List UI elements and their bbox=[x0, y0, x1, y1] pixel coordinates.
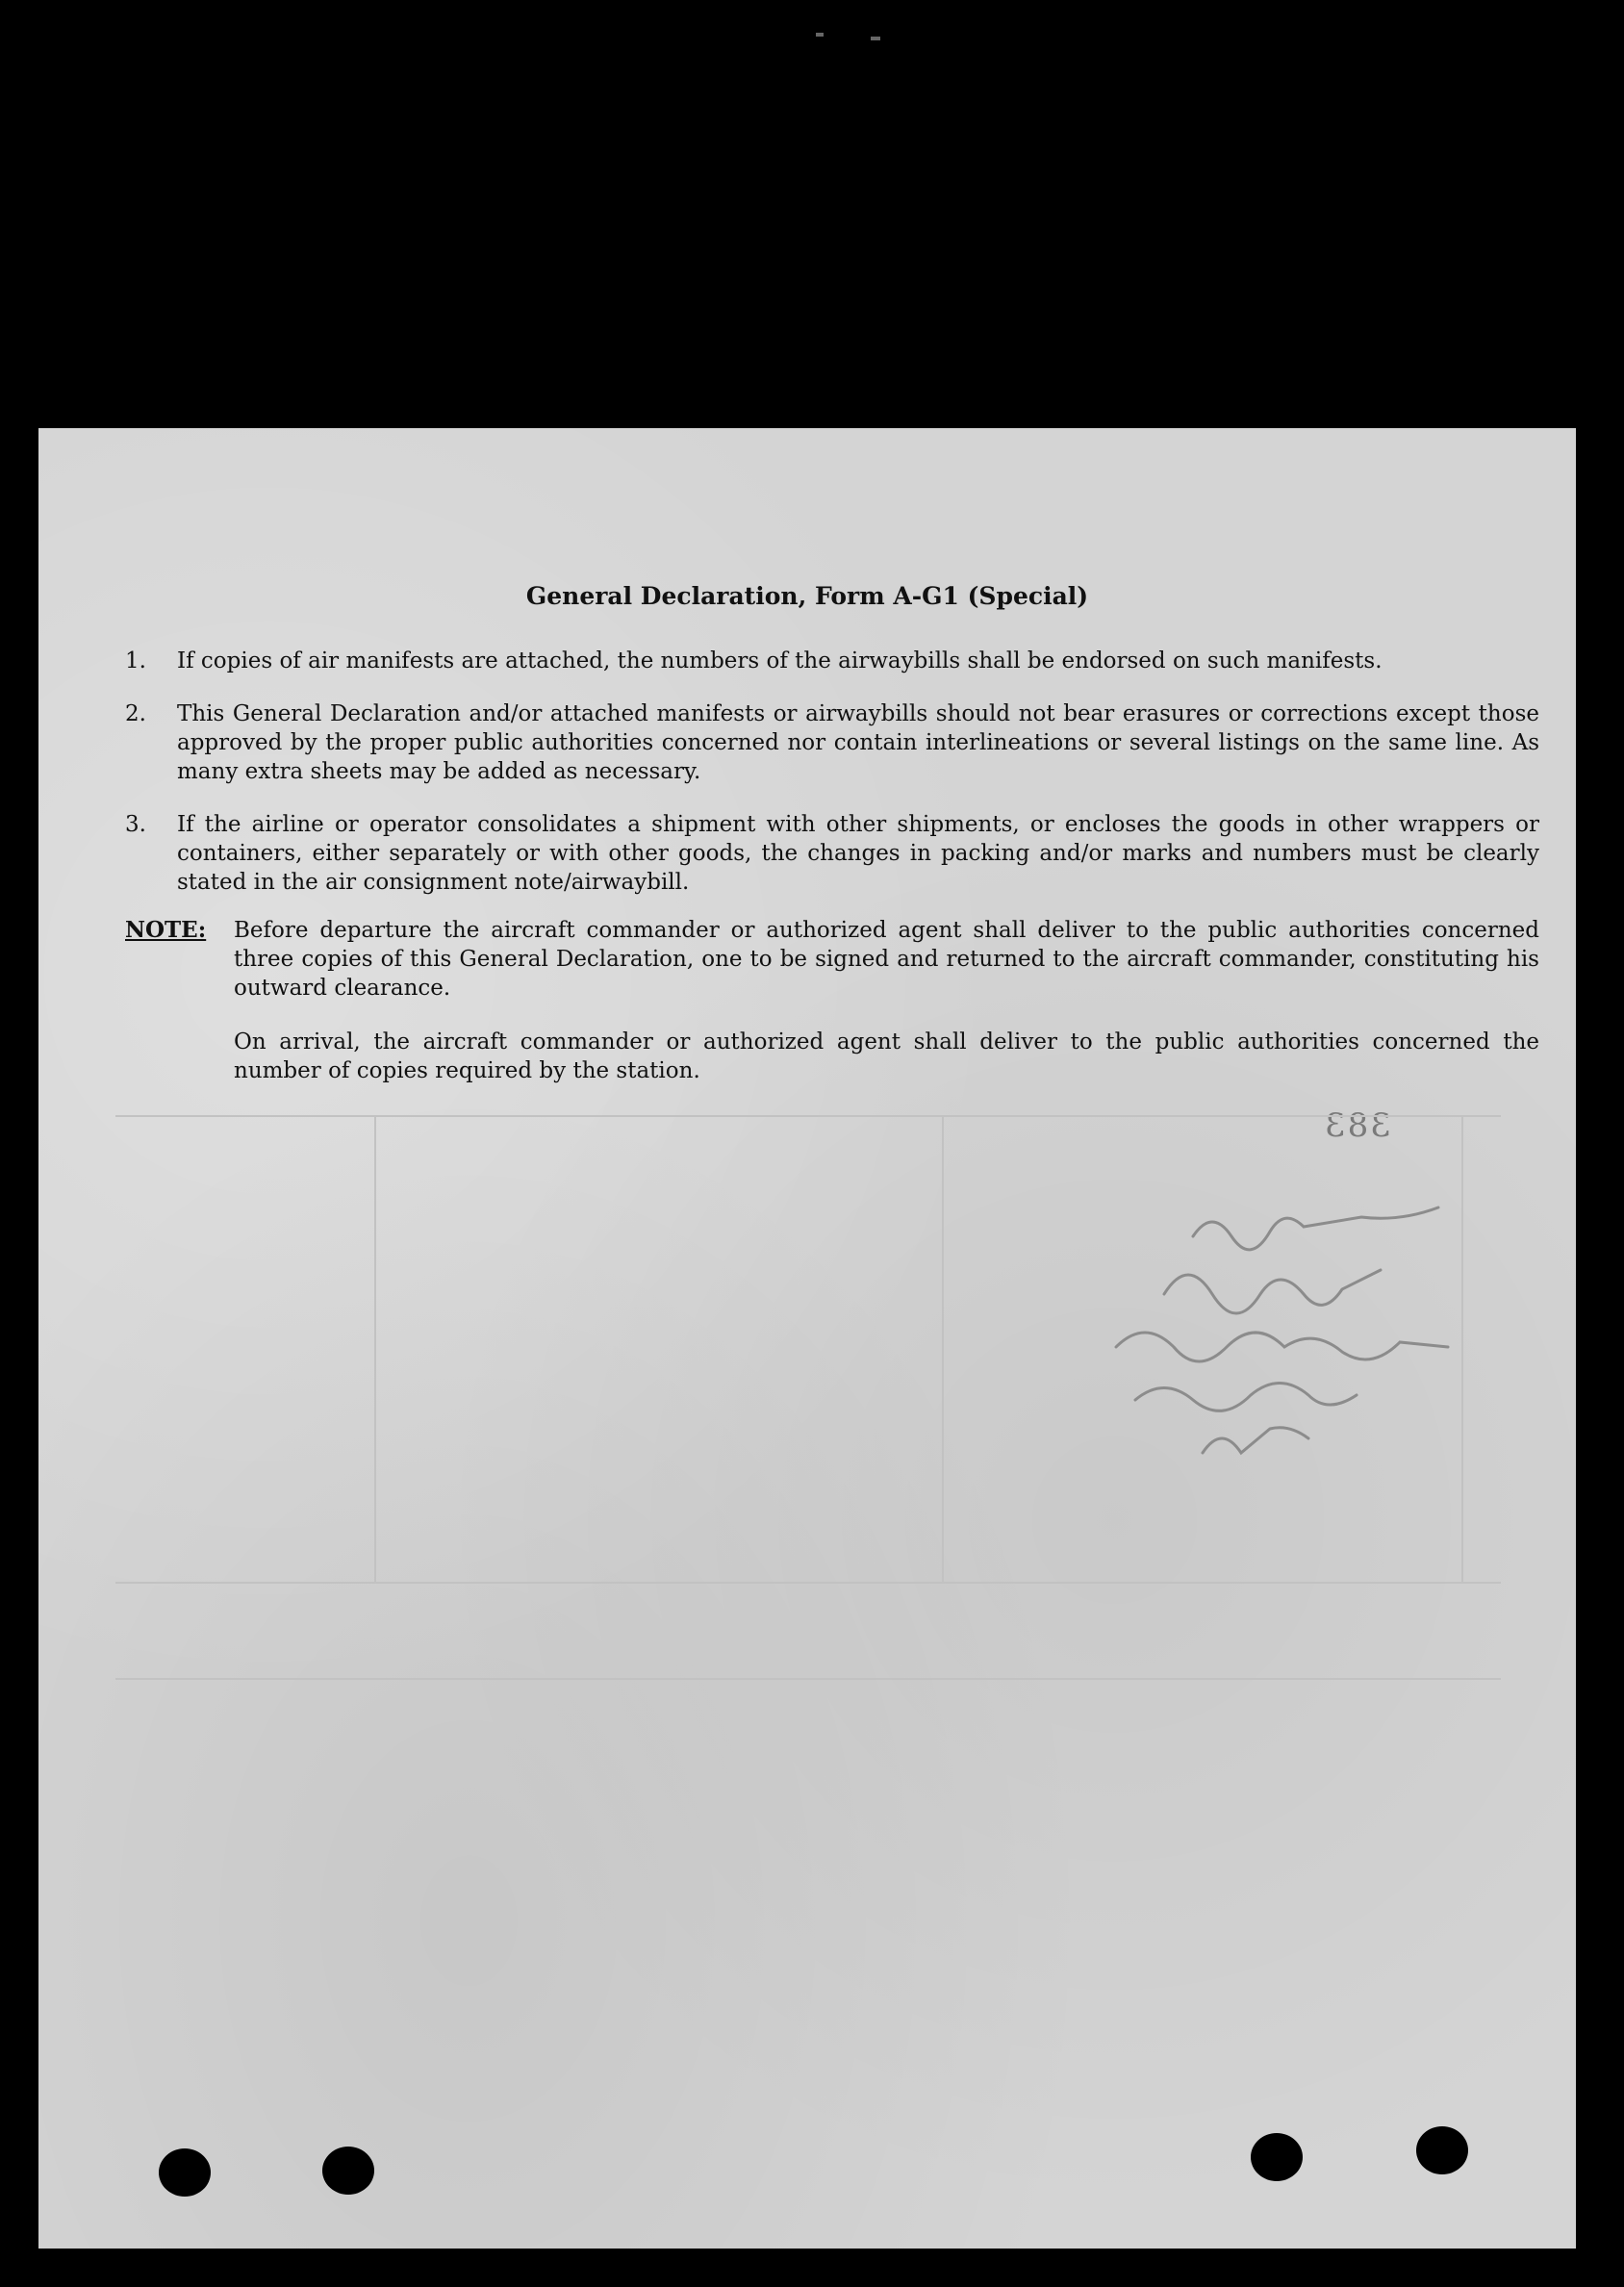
punch-hole bbox=[159, 2148, 211, 2197]
item-number: 1. bbox=[125, 648, 146, 673]
item-text: This General Declaration and/or attached manifests or airwaybills should not bear erasures or corrections except those approved by the proper public authorities concerned nor contain interlineations or several listings on the same line. As many extra sheets may be added as necessary. bbox=[177, 701, 1539, 784]
note-paragraph-1: Before departure the aircraft commander or authorized agent shall deliver to the public authorities concerned three copies of this General Declaration, one to be signed and returned to the aircraft commander, constituting his outward clearance. bbox=[234, 918, 1539, 1001]
note-label: NOTE: bbox=[125, 917, 207, 943]
document-sheet bbox=[38, 428, 1576, 2249]
item-number: 2. bbox=[125, 701, 146, 726]
bleed-through-number: 383 bbox=[1323, 1106, 1391, 1145]
scan-mark bbox=[816, 33, 824, 37]
item-number: 3. bbox=[125, 812, 146, 837]
punch-hole bbox=[322, 2147, 374, 2195]
item-text: If the airline or operator consolidates a shipment with other shipments, or encloses the goods in other wrappers or containers, either separately or with other goods, the changes in packing and/or marks and numbers must be clearly stated in the air consignment note/airwaybill. bbox=[177, 812, 1539, 895]
note-paragraph-2: On arrival, the aircraft commander or authorized agent shall deliver to the public authorities concerned the number of copies required by the station. bbox=[234, 1029, 1539, 1083]
punch-hole bbox=[1416, 2126, 1468, 2174]
ghost-lines bbox=[38, 428, 1576, 2249]
item-text: If copies of air manifests are attached, the numbers of the airwaybills shall be endorsed on such manifests. bbox=[177, 648, 1383, 673]
document-title: General Declaration, Form A-G1 (Special) bbox=[525, 582, 1089, 610]
scan-mark bbox=[871, 37, 880, 40]
punch-hole bbox=[1251, 2133, 1303, 2181]
